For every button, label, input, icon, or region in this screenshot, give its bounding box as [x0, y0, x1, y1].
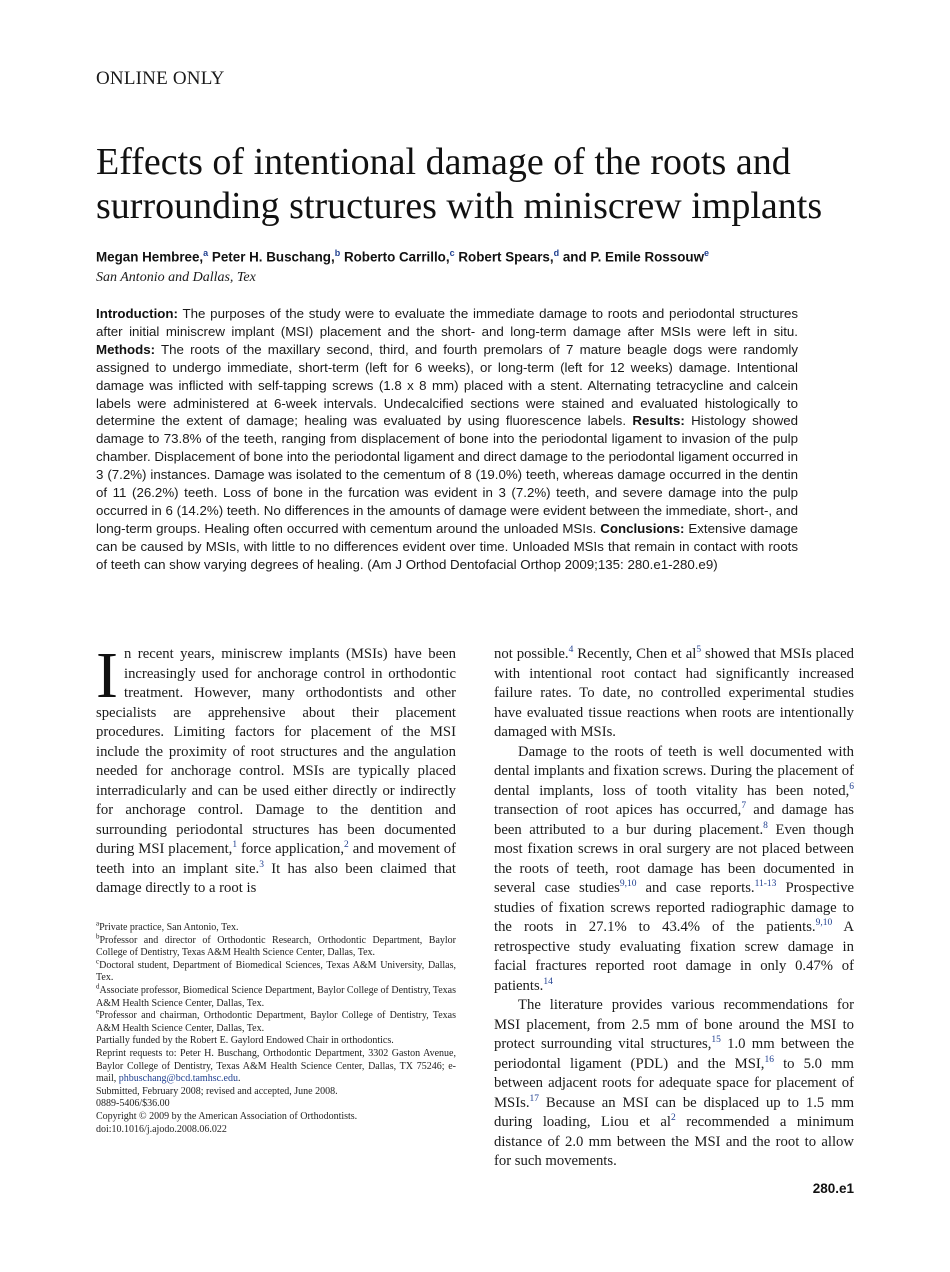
citation-link[interactable]: 3	[259, 859, 264, 870]
footnote-mark: b	[96, 932, 100, 941]
abstract-methods-label: Methods:	[96, 341, 156, 357]
title-line-2: surrounding structures with miniscrew implants	[96, 185, 823, 227]
body-text: not possible.	[494, 646, 569, 662]
abstract-conclusions-text: Extensive damage can be caused by MSIs, with little to no differences evident over time. Unloaded MSIs that remain in contact with roots of teeth can show varying degrees of healing. (Am J Orthod Dentofacial Orthop 2009;135: 280.e1-280.e9)	[96, 520, 798, 572]
doi: doi:10.1016/j.ajodo.2008.06.022	[96, 1123, 227, 1135]
footnote-text: Doctoral student, Department of Biomedical Sciences, Texas A&M University, Dallas, Tex.	[96, 959, 456, 984]
body-text: n recent years, miniscrew implants (MSIs) have been increasingly used for anchorage control in orthodontic treatment. However, many orthodontists and other specialists are apprehensive about their placement procedures. Limiting factors for placement of the MSI include the proximity of root structures and the angulation needed for anchorage control. MSIs are typically placed interradicularly and can be used either directly or indirectly for anchorage control. Damage to the dentition and surrounding periodontal structures has been documented during MSI placement,	[96, 646, 456, 857]
body-text: transection of root apices has occurred,	[494, 802, 742, 818]
body-text: Prospective studies of fixation screws reported radiographic damage to the roots in 27.1% to 43.4% of the patients.	[494, 880, 855, 935]
footnote-text: Professor and director of Orthodontic Research, Orthodontic Department, Baylor College of Dentistry, Texas A&M Health Science Center, Dallas, Tex.	[96, 934, 456, 959]
footnote-text: Associate professor, Biomedical Science Department, Baylor College of Dentistry, Texas A&M Health Science Center, Dallas, Tex.	[96, 984, 456, 1009]
body-text: to 5.0 mm between adjacent roots for adequate space for placement of MSIs.	[494, 1055, 854, 1111]
footnote-text: Private practice, San Antonio, Tex.	[99, 922, 239, 933]
body-text: Because an MSI can be displaced up to 1.5 mm during loading, Liou et al	[494, 1094, 854, 1130]
author-affiliation-link[interactable]: e	[703, 248, 709, 258]
author-name: Peter H. Buschang,	[211, 249, 335, 265]
issn-code: 0889-5406/$36.00	[96, 1098, 170, 1110]
footnote-text: Professor and chairman, Orthodontic Department, Baylor College of Dentistry, Texas A&M Health Science Center, Dallas, Tex.	[96, 1010, 456, 1034]
body-text: showed that MSIs placed with intentional root contact had significantly increased failure rates. To date, no controlled experimental studies have evaluated tissue reactions when roots are intentionally damaged with MSIs.	[494, 646, 854, 740]
body-paragraph	[494, 743, 854, 997]
citation-link[interactable]: 15	[711, 1035, 721, 1046]
body-text: Even though most fixation screws in oral surgery are not placed between the roots of teeth, root damage has been documented in several case studies	[494, 821, 854, 896]
body-text: and case reports.	[636, 880, 755, 896]
citation-link[interactable]: 11-13	[754, 879, 777, 890]
page-number: 280.e1	[812, 1181, 854, 1196]
citation-link[interactable]: 4	[568, 645, 574, 656]
title-line-1: Effects of intentional damage of the roots and	[96, 141, 791, 183]
citation-link[interactable]: 1	[232, 840, 238, 851]
author-list	[96, 248, 876, 264]
article-title	[96, 140, 876, 228]
citation-link[interactable]: 9,10	[619, 879, 637, 890]
reprint-text: Reprint requests to: Peter H. Buschang, Orthodontic Department, 3302 Gaston Avenue, Baylor College of Dentistry, Texas A&M Health Science Center, Dallas, TX 75246; e-mail,	[96, 1047, 456, 1085]
section-header: ONLINE ONLY	[96, 68, 225, 89]
footnote-mark: c	[96, 957, 100, 966]
citation-link[interactable]: 2	[670, 1113, 676, 1124]
body-column-left	[96, 639, 456, 899]
submitted-note: Submitted, February 2008; revised and accepted, June 2008.	[96, 1085, 338, 1097]
body-text: and movement of teeth into an implant site.	[96, 841, 456, 877]
citation-link[interactable]: 6	[849, 781, 854, 792]
citation-link[interactable]: 7	[741, 801, 747, 812]
citation-link[interactable]: 2	[344, 840, 349, 851]
funding-note: Partially funded by the Robert E. Gaylord Endowed Chair in orthodontics.	[96, 1035, 394, 1047]
author-name: Roberto Carrillo,	[343, 249, 450, 265]
author-affiliation-link[interactable]: d	[553, 248, 560, 258]
citation-link[interactable]: 14	[543, 976, 553, 987]
body-text: The literature provides various recommendations for MSI placement, from 2.5 mm of bone around the MSI to protect surrounding vital structures,	[494, 997, 854, 1052]
drop-cap: I	[96, 639, 118, 712]
body-text: It has also been claimed that damage directly to a root is	[96, 860, 456, 896]
citation-link[interactable]: 8	[763, 820, 768, 831]
copyright-note: Copyright © 2009 by the American Association of Orthodontists.	[96, 1110, 358, 1122]
abstract-intro-text: The purposes of the study were to evaluate the immediate damage to roots and periodontal structures after initial miniscrew implant (MSI) placement and the short- and long-term damage after MSIs were left in situ.	[96, 306, 798, 339]
author-affiliation-link[interactable]: a	[203, 248, 209, 258]
abstract-conclusions-label: Conclusions:	[600, 520, 685, 536]
body-column-right	[494, 645, 854, 1172]
author-affiliation-link[interactable]: b	[334, 248, 341, 258]
body-text: Recently, Chen et al	[573, 646, 697, 662]
footnote-mark: d	[96, 982, 100, 991]
citation-link[interactable]: 17	[529, 1093, 540, 1104]
email-link[interactable]: phbuschang@bcd.tamhsc.edu	[118, 1073, 238, 1085]
author-name: Robert Spears,	[458, 249, 554, 265]
footnote	[96, 919, 456, 935]
body-text: A retrospective study evaluating fixation screw damage in facial fractures reported root damage in only 0.47% of patients.	[494, 919, 854, 994]
body-text: 1.0 mm between the periodontal ligament (PDL) and the MSI,	[494, 1036, 854, 1072]
abstract	[96, 305, 798, 574]
footnote	[96, 957, 456, 985]
abstract-results-text: Histology showed damage to 73.8% of the teeth, ranging from displacement of bone into the periodontal ligament to invasion of the pulp chamber. Displacement of bone into the periodontal ligament and direct damage to the periodontal ligament occurred in 3 (7.2%) instances. Damage was isolated to the cementum of 8 (19.0%) teeth, whereas damage occurred in the dentin of 11 (26.2%) teeth. Loss of bone in the furcation was evident in 3 (7.2%) teeth, and severe damage into the pulp occurred in 6 (14.2%) teeth. No differences in the amounts of damage were evident between the immediate, short-, and long-term groups. Healing often occurred with cementum around the unloaded MSIs.	[96, 413, 798, 536]
reprint-note	[96, 1048, 456, 1086]
abstract-intro-label: Introduction:	[96, 306, 178, 321]
footnotes	[96, 919, 456, 1136]
author-affiliation-link[interactable]: c	[449, 248, 455, 258]
author-name: and P. Emile Rossouw	[562, 249, 704, 265]
citation-link[interactable]: 5	[696, 645, 702, 656]
body-text: recommended a minimum distance of 2.0 mm between the MSI and the root to allow for such movements.	[494, 1114, 854, 1169]
citation-link[interactable]: 9,10	[815, 918, 833, 929]
abstract-results-label: Results:	[632, 413, 685, 429]
reprint-text: .	[237, 1073, 241, 1085]
author-location: San Antonio and Dallas, Tex	[96, 270, 256, 285]
body-text: Damage to the roots of teeth is well documented with dental implants and fixation screws. During the placement of dental implants, loss of tooth vitality has been noted,	[494, 743, 854, 799]
footnote	[96, 932, 456, 960]
footnote	[96, 1007, 456, 1035]
footnote-mark: a	[96, 919, 100, 928]
footnote	[96, 982, 456, 1010]
body-text: force application,	[237, 841, 345, 857]
citation-link[interactable]: 16	[764, 1054, 774, 1065]
body-paragraph	[494, 996, 854, 1172]
footnote-mark: e	[96, 1007, 100, 1016]
abstract-methods-text: The roots of the maxillary second, third, and fourth premolars of 7 mature beagle dogs were randomly assigned to undergo immediate, short-term (left for 6 weeks), or long-term (left for 12 weeks) damage. Intentional damage was inflicted with self-tapping screws (1.8 x 8 mm) placed with a stent. Alternating tetracycline and calcein labels were administered at 6-week intervals. Undecalcified sections were stained and evaluated histologically to determine the extent of damage; healing was evaluated by using fluorescence labels.	[96, 341, 798, 429]
body-text: and damage has been attributed to a bur during placement.	[494, 802, 854, 838]
body-paragraph	[96, 639, 456, 899]
author-name: Megan Hembree,	[96, 249, 204, 265]
body-paragraph	[494, 645, 854, 743]
